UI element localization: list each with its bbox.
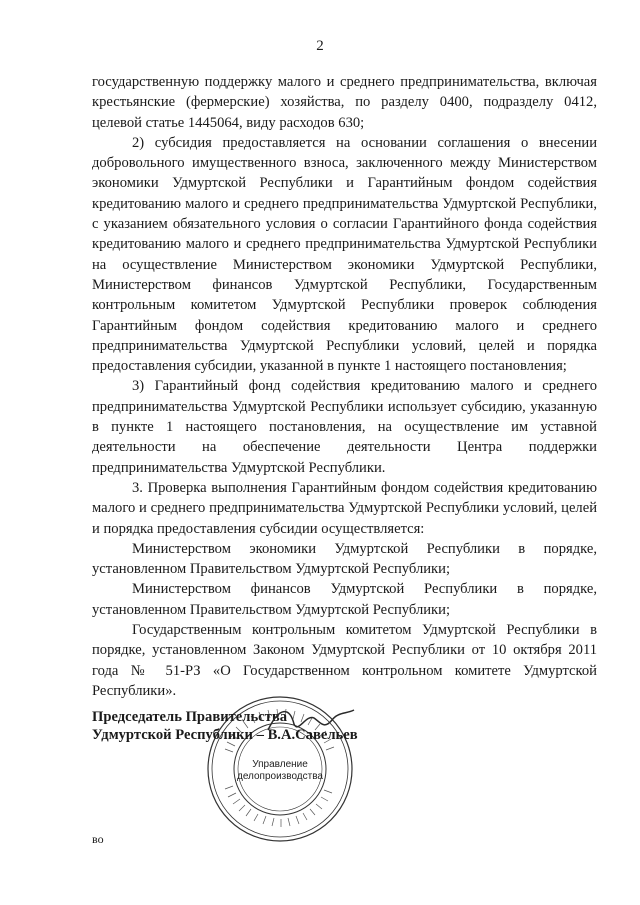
paragraph-3: 3) Гарантийный фонд содействия кредитованию малого и среднего предпринимательства Удмуртской Республики использует субсидию, указанную в пункте 1 настоящего постановления, на осуществление им уставной деятельности на обеспечение деятельности Центра поддержки предпринимательства Удмуртской Республики. [92,378,597,476]
signature-dash: – [256,727,268,743]
signature-title-line1: Председатель Правительства [92,709,288,725]
signatory-name: В.А.Савельев [267,727,358,743]
paragraph-7: Государственным контрольным комитетом Удмуртской Республики в порядке, установленном Законом Удмуртской Республики от 10 октября 2011 года № 51-РЗ «О Государственном контрольном комитете Удмуртской Республики». [92,622,597,699]
paragraph-2: 2) субсидия предоставляется на основании соглашения о внесении добровольного имущественного взноса, заключенного между Министерством экономики Удмуртской Республики и Гарантийным фондом содействия кредитованию малого и среднего предпринимательства Удмуртской Республики, с указанием обязательного условия о согласии Гарантийного фонда содействия кредитованию малого и среднего предпринимательства Удмуртской Республики на осуществление Министерством экономики Удмуртской Республики, Министерством финансов Удмуртской Республики, Государственным контрольным комитетом Удмуртской Республики проверок соблюдения Гарантийным фондом содействия кредитованию малого и среднего предпринимательства Удмуртской Республики условий, целей и порядка предоставления субсидии, указанной в пункте 1 настоящего постановления; [92,134,597,375]
paragraph-1: государственную поддержку малого и среднего предпринимательства, включая крестьянские (фермерские) хозяйства, по разделу 0400, подразделу 0412, целевой статье 1445064, виду расходов 630; [92,74,597,131]
handwritten-signature [260,700,360,740]
stamp-center-line2: делопроизводства [236,771,324,782]
document-body [92,72,597,701]
paragraph-6: Министерством финансов Удмуртской Республики в порядке, установленном Правительством Удмуртской Республики; [92,581,597,618]
page-number: 2 [316,38,324,54]
paragraph-5: Министерством экономики Удмуртской Республики в порядке, установленном Правительством Удмуртской Республики; [92,540,597,578]
paragraph-4: 3. Проверка выполнения Гарантийным фондом содействия кредитованию малого и среднего предпринимательства Удмуртской Республики условий, целей и порядка предоставления субсидии осуществляется: [92,479,597,537]
stamp-center-line1: Управление [252,759,308,770]
footer-initials: во [92,832,104,846]
signature-organization: Удмуртской Республики [92,727,253,743]
